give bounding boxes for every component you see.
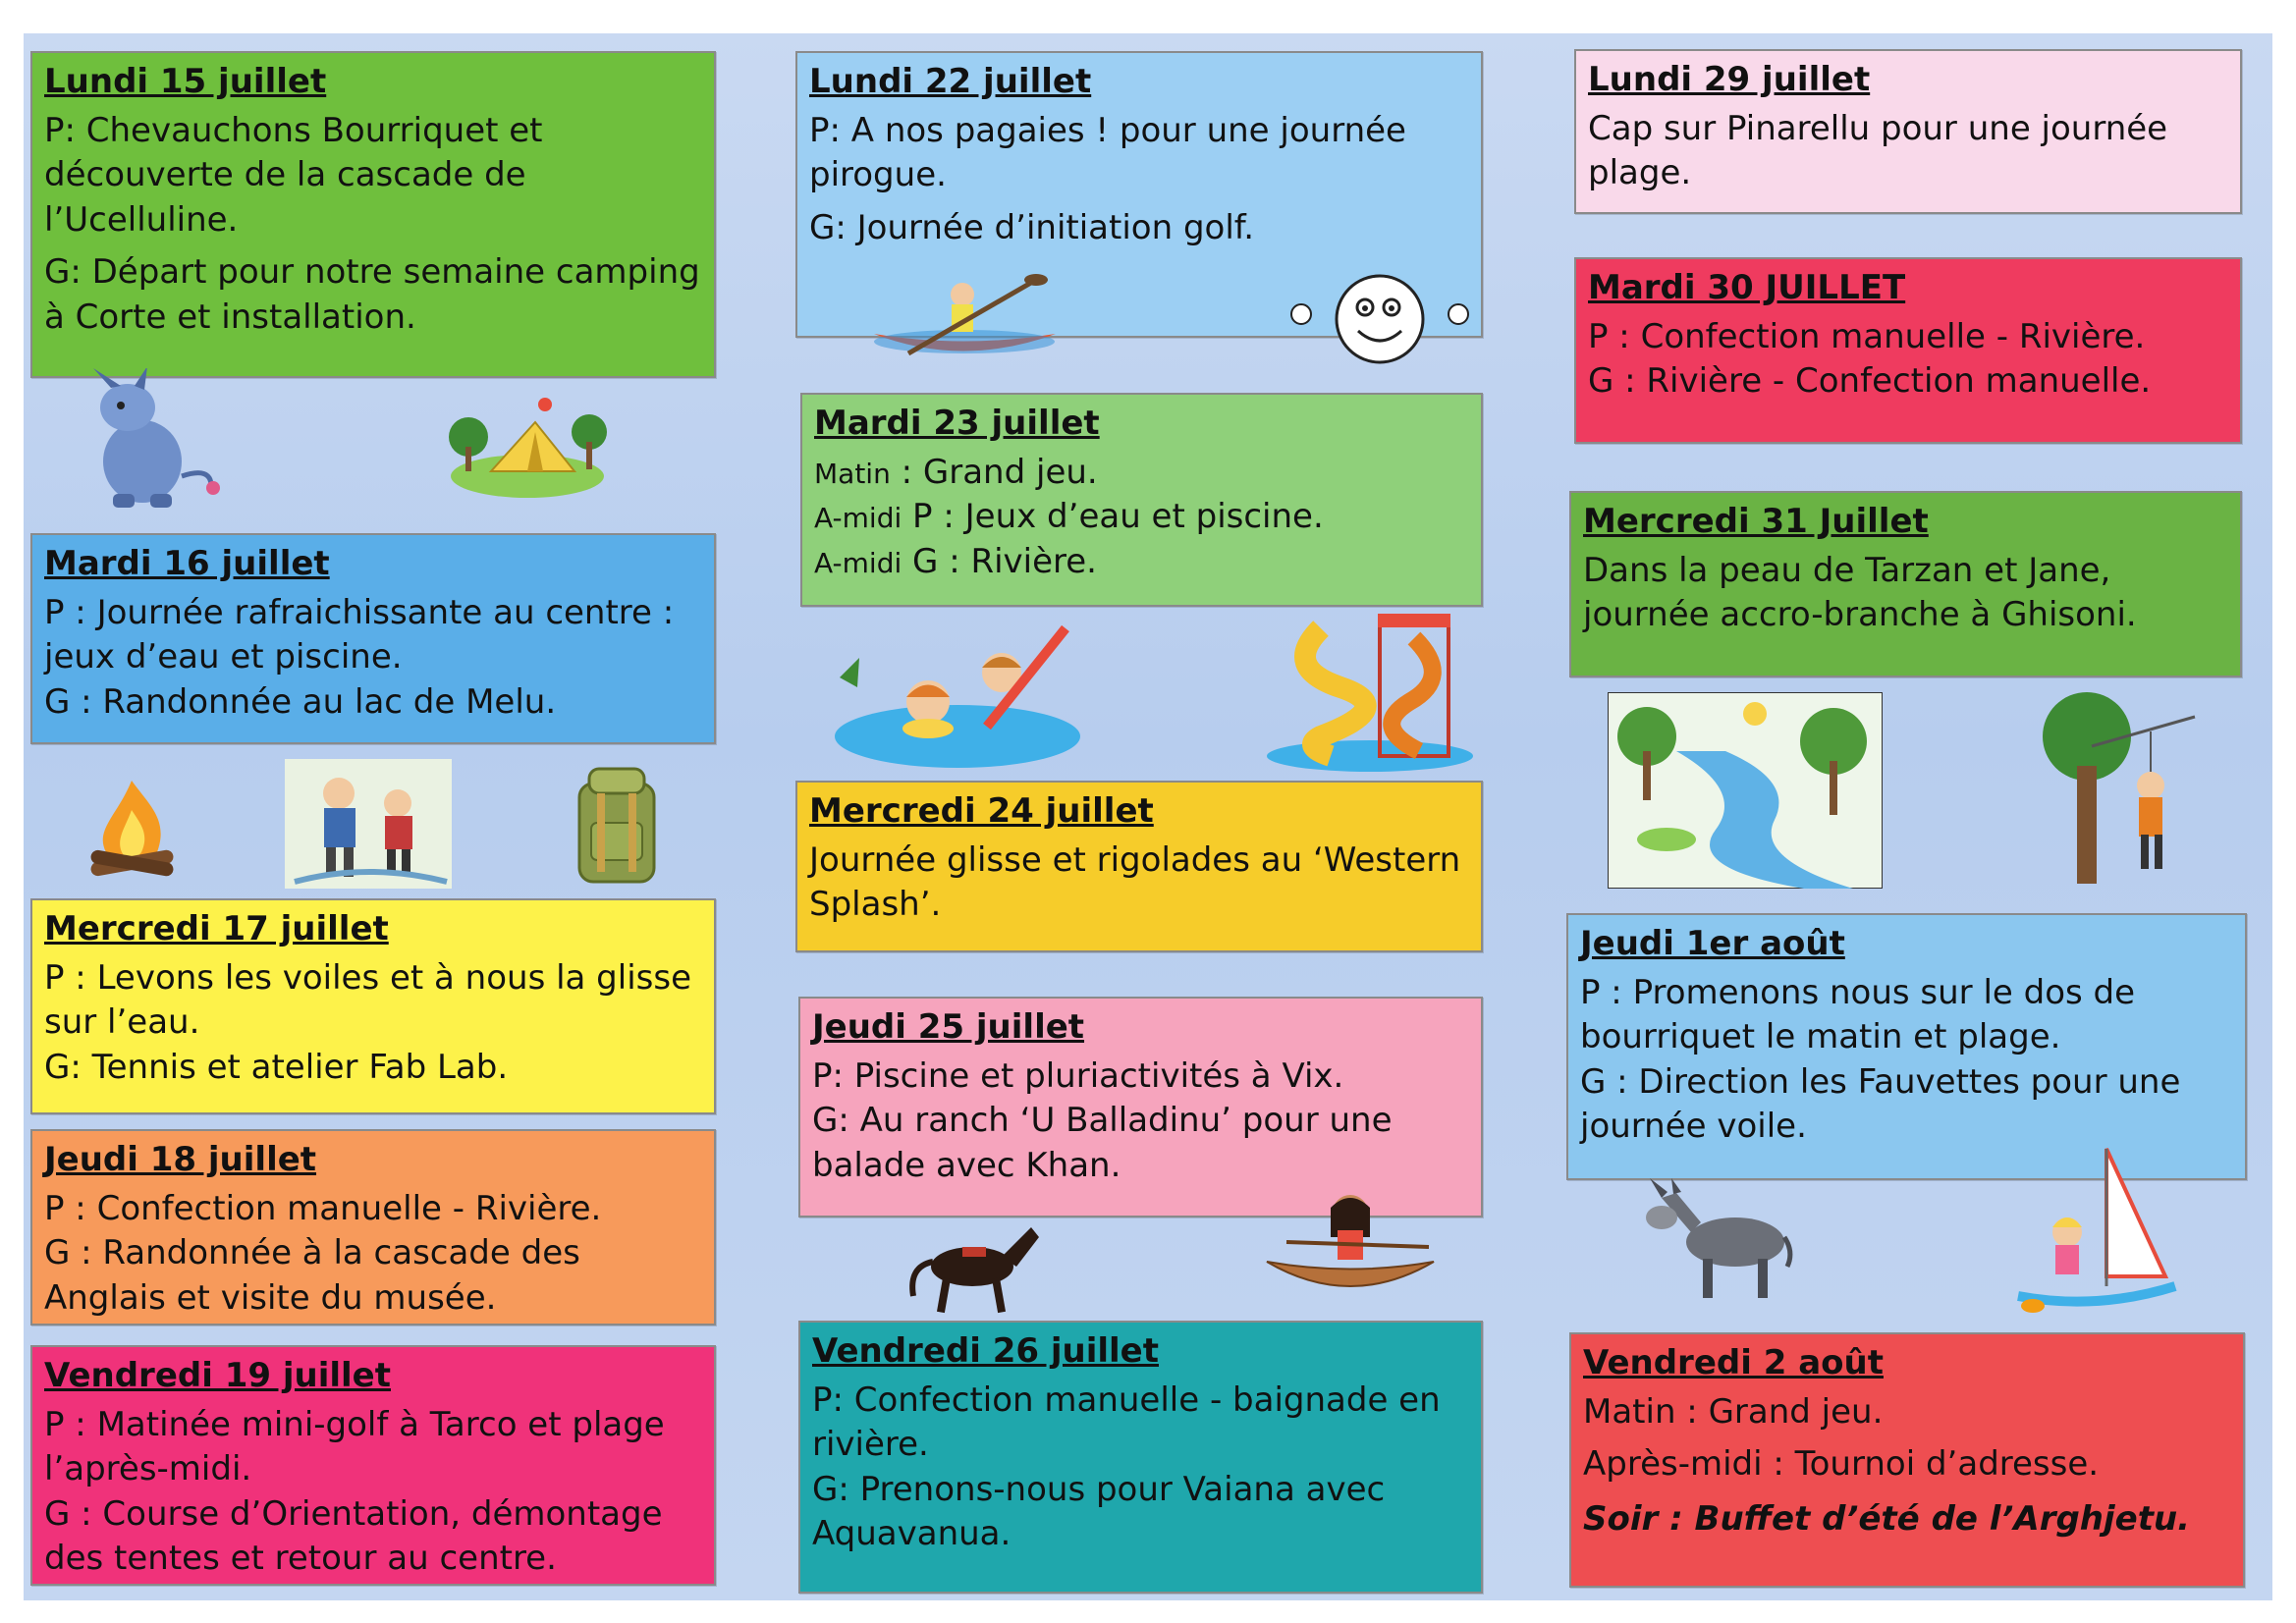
kayak-icon [869, 265, 1061, 373]
day-date: Jeudi 18 juillet [44, 1140, 317, 1179]
day-line: G : Randonnée à la cascade des Anglais et visite du musée. [44, 1233, 580, 1318]
day-card-mercredi-24 [795, 781, 1483, 952]
day-date: Vendredi 26 juillet [812, 1331, 1159, 1371]
day-card-vendredi-2-aout [1569, 1332, 2245, 1588]
day-date: Lundi 15 juillet [44, 62, 327, 101]
line-prefix: A-midi [814, 546, 902, 579]
day-line: P: Chevauchons Bourriquet et découverte de la cascade de l’Ucelluline. [44, 110, 543, 240]
day-line: Matin : Grand jeu. [1583, 1391, 1884, 1432]
day-line: P: Confection manuelle - baignade en rivière. [812, 1380, 1441, 1465]
day-date: Lundi 22 juillet [809, 62, 1092, 101]
day-line: P : Levons les voiles et à nous la glisse sur l’eau. [44, 957, 691, 1043]
day-date: Lundi 29 juillet [1588, 60, 1871, 99]
windsurf-icon [2008, 1139, 2185, 1325]
day-date: Mardi 30 JUILLET [1588, 268, 1906, 307]
day-line: P : Confection manuelle - Rivière. [44, 1188, 602, 1228]
line-text: : Grand jeu. [890, 452, 1098, 492]
day-line: Après-midi : Tournoi d’adresse. [1583, 1444, 2100, 1485]
day-card-vendredi-19 [30, 1345, 716, 1586]
day-line: G: Départ pour notre semaine camping à Corte et installation. [44, 252, 700, 337]
tent-icon [447, 393, 609, 501]
day-line: G : Rivière - Confection manuelle. [1588, 361, 2152, 402]
day-line [814, 540, 1469, 585]
day-card-mardi-23 [800, 393, 1483, 607]
day-line: G: Au ranch ‘U Balladinu’ pour une balade avec Khan. [812, 1101, 1393, 1185]
canoe-girl-icon [1257, 1183, 1444, 1311]
day-date: Vendredi 19 juillet [44, 1356, 391, 1395]
day-line [814, 495, 1469, 540]
line-text: P : Jeux d’eau et piscine. [902, 497, 1324, 537]
day-date: Mercredi 31 Juillet [1583, 502, 1929, 541]
day-line: Dans la peau de Tarzan et Jane, journée accro-branche à Ghisoni. [1583, 550, 2137, 635]
day-date: Jeudi 1er août [1580, 924, 1845, 963]
day-date: Mardi 23 juillet [814, 404, 1100, 443]
backpack-icon [568, 764, 666, 890]
day-date: Mardi 16 juillet [44, 544, 330, 583]
campfire-icon [81, 776, 184, 884]
day-date: Jeudi 25 juillet [812, 1007, 1085, 1047]
treeclimb-icon [2033, 687, 2200, 889]
day-line: P: Piscine et pluriactivités à Vix. [812, 1055, 1344, 1096]
day-line: P : Matinée mini-golf à Tarco et plage l’après-midi. [44, 1404, 665, 1489]
day-date: Mercredi 17 juillet [44, 909, 389, 948]
horse-icon [903, 1217, 1046, 1316]
day-card-mardi-30 [1574, 257, 2242, 444]
day-line: G: Tennis et atelier Fab Lab. [44, 1047, 509, 1087]
river-landscape-icon [1608, 692, 1883, 889]
line-prefix: A-midi [814, 502, 902, 535]
pool-kids-icon [830, 619, 1085, 771]
day-card-mercredi-17 [30, 898, 716, 1114]
day-line: P : Confection manuelle - Rivière. [1588, 316, 2146, 356]
day-card-mardi-16 [30, 533, 716, 744]
day-card-mercredi-31 [1569, 491, 2242, 677]
hikers-icon [285, 759, 452, 889]
day-line: P: A nos pagaies ! pour une journée pirogue. [809, 110, 1406, 195]
line-prefix: Matin [814, 457, 891, 490]
day-card-jeudi-18 [30, 1129, 716, 1325]
day-line: P : Journée rafraichissante au centre : jeux d’eau et piscine. [44, 592, 675, 677]
line-text: G : Rivière. [902, 541, 1097, 581]
day-line: Journée glisse et rigolades au ‘Western Splash’. [809, 839, 1461, 925]
day-line: G: Journée d’initiation golf. [809, 207, 1255, 247]
day-line: P : Promenons nous sur le dos de bourriquet le matin et plage. [1580, 972, 2136, 1057]
day-line: G: Prenons-nous pour Vaiana avec Aquavanua. [812, 1469, 1386, 1554]
day-line: G : Direction les Fauvettes pour une journée voile. [1580, 1061, 2181, 1147]
day-card-lundi-29 [1574, 49, 2242, 214]
day-line: Cap sur Pinarellu pour une journée plage. [1588, 108, 2168, 193]
donkey-icon [1642, 1178, 1794, 1306]
day-line: G : Randonnée au lac de Melu. [44, 681, 557, 722]
day-card-lundi-15 [30, 51, 716, 378]
eeyore-icon [74, 368, 231, 515]
waterslide-icon [1262, 609, 1478, 776]
day-line [814, 451, 1469, 496]
golf-ball-icon [1282, 270, 1478, 368]
day-line: G : Course d’Orientation, démontage des tentes et retour au centre. [44, 1493, 663, 1579]
day-card-vendredi-26 [798, 1321, 1483, 1594]
day-line: Soir : Buffet d’été de l’Arghjetu. [1583, 1498, 2191, 1539]
day-date: Mercredi 24 juillet [809, 791, 1154, 831]
day-date: Vendredi 2 août [1583, 1343, 1884, 1382]
